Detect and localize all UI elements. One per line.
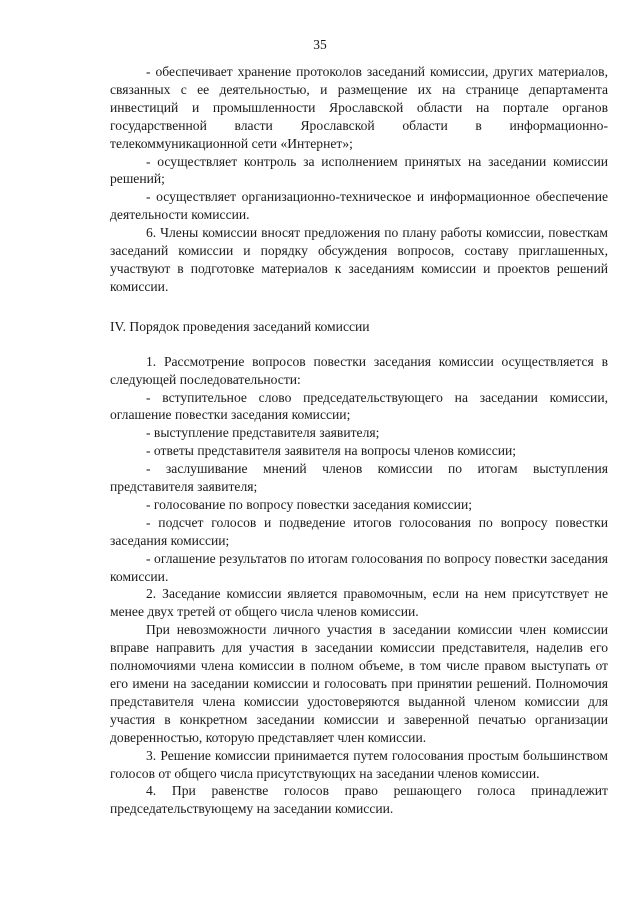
paragraph: - осуществляет организационно-техническое и информационное обеспечение деятельности комиссии. — [110, 189, 608, 223]
paragraph: 3. Решение комиссии принимается путем голосования простым большинством голосов от общего числа присутствующих на заседании членов комиссии. — [110, 747, 608, 781]
paragraph: 2. Заседание комиссии является правомочным, если на нем присутствует не менее двух третей от общего числа членов комиссии. — [110, 586, 608, 620]
document-body — [110, 63, 608, 818]
paragraph: - осуществляет контроль за исполнением принятых на заседании комиссии решений; — [110, 153, 608, 187]
paragraph: - голосование по вопросу повестки заседания комиссии; — [146, 496, 472, 512]
paragraph: - обеспечивает хранение протоколов заседаний комиссии, других материалов, связанных с ее деятельностью, и размещение их на странице департамента инвестиций и промышленности Ярославской области на портале органов государственной власти Ярославской области в информационно-телекоммуникационной сети «Интернет»; — [110, 64, 608, 151]
paragraph: - заслушивание мнений членов комиссии по итогам выступления представителя заявителя; — [110, 461, 608, 495]
paragraph: - подсчет голосов и подведение итогов голосования по вопросу повестки заседания комиссии; — [110, 514, 608, 548]
paragraph: - ответы представителя заявителя на вопросы членов комиссии; — [146, 443, 517, 459]
paragraph: 6. Члены комиссии вносят предложения по плану работы комиссии, повесткам заседаний комиссии и порядку обсуждения вопросов, составу приглашенных, участвуют в подготовке материалов к заседаниям комиссии и проектов решений комиссии. — [110, 225, 608, 294]
paragraph: - вступительное слово председательствующего на заседании комиссии, оглашение повестки заседания комиссии; — [110, 389, 608, 423]
section-heading: IV. Порядок проведения заседаний комиссии — [110, 318, 370, 334]
paragraph: 1. Рассмотрение вопросов повестки заседания комиссии осуществляется в следующей последовательности: — [110, 353, 608, 387]
paragraph: - оглашение результатов по итогам голосования по вопросу повестки заседания комиссии. — [110, 550, 608, 584]
page-number: 35 — [313, 37, 327, 52]
paragraph: 4. При равенстве голосов право решающего голоса принадлежит председательствующему на заседании комиссии. — [110, 783, 608, 817]
paragraph: При невозможности личного участия в заседании комиссии член комиссии вправе направить для участия в заседании комиссии представителя, наделив его полномочиями члена комиссии в полном объеме, в том числе правом выступать от его имени на заседании комиссии и голосовать при принятии решений. Полномочия представителя члена комиссии удостоверяются выданной членом комиссии для участия в конкретном заседании комиссии и заверенной печатью организации доверенностью, которую представляет член комиссии. — [110, 622, 608, 745]
paragraph: - выступление представителя заявителя; — [146, 425, 380, 441]
